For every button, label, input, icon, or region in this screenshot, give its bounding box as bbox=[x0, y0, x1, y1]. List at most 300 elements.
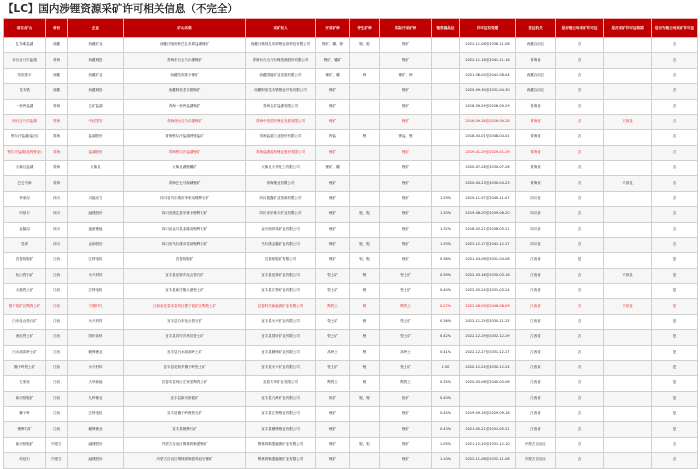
table-cell: 不涉及 bbox=[604, 299, 652, 314]
table-cell: 锂矿 bbox=[380, 84, 432, 99]
table-cell: 是 bbox=[652, 284, 698, 299]
table-cell: 江西省 bbox=[516, 314, 556, 329]
table-cell: 党坝 bbox=[4, 237, 46, 252]
table-cell: 0.41% bbox=[432, 345, 460, 360]
table-cell: 钾 bbox=[350, 68, 380, 83]
table-cell: 江西省 bbox=[516, 253, 556, 268]
table-cell: 锂矿 bbox=[380, 145, 432, 160]
table-cell: 茜坑瓷土矿 bbox=[4, 330, 46, 345]
table-cell: 宜丰县江特锂业有限公司 bbox=[246, 407, 316, 422]
table-cell bbox=[604, 284, 652, 299]
table-cell: 0.27% bbox=[432, 299, 460, 314]
table-cell: 锂矿、硼矿 bbox=[316, 53, 350, 68]
table-cell: 是 bbox=[652, 360, 698, 375]
table-cell: 化山瓷石矿 bbox=[4, 268, 46, 283]
table-cell: 瓷土矿 bbox=[316, 314, 350, 329]
table-cell: 青海巴仑马海湖锂矿 bbox=[124, 176, 246, 191]
table-cell: 青海省 bbox=[516, 176, 556, 191]
table-cell: 锂矿、钾 bbox=[380, 68, 432, 83]
table-cell: 否 bbox=[556, 391, 604, 406]
table-row bbox=[4, 84, 698, 99]
table-cell: 青海 bbox=[46, 176, 68, 191]
lithium-mining-license-table bbox=[3, 18, 698, 469]
table-cell: 0.40% bbox=[432, 391, 460, 406]
table-row bbox=[4, 191, 698, 206]
table-cell: 西藏 bbox=[46, 84, 68, 99]
table-cell: 高岭土 bbox=[316, 345, 350, 360]
table-cell: 江西 bbox=[46, 407, 68, 422]
table-cell: 西藏矿业 bbox=[68, 68, 124, 83]
table-row bbox=[4, 38, 698, 53]
table-cell: 锂矿 bbox=[316, 145, 350, 160]
table-cell: 锂矿 bbox=[380, 237, 432, 252]
column-header: 省份 bbox=[46, 19, 68, 38]
table-cell: 2018-09-29至2028-09-29 bbox=[460, 99, 516, 114]
table-cell: 内蒙古 bbox=[46, 437, 68, 452]
table-cell: 西藏 bbox=[46, 38, 68, 53]
table-cell: 2019-09-16至2029-09-16 bbox=[460, 407, 516, 422]
table-cell bbox=[460, 391, 516, 406]
table-cell: 陶瓷土 bbox=[316, 376, 350, 391]
table-cell: 否 bbox=[556, 84, 604, 99]
table-row bbox=[4, 53, 698, 68]
table-cell: 国轩高科 bbox=[68, 330, 124, 345]
table-cell: 0.35% bbox=[432, 376, 460, 391]
table-row bbox=[4, 222, 698, 237]
table-cell: 宜丰县江特矿业有限公司 bbox=[246, 284, 316, 299]
table-cell: 察尔汗盐湖(盐田) bbox=[4, 130, 46, 145]
table-cell: 锂矿 bbox=[380, 253, 432, 268]
table-cell: 青海一里坪盐湖锂矿 bbox=[124, 99, 246, 114]
table-cell: 是 bbox=[652, 407, 698, 422]
table-cell: 金川奥伊诺矿业有限公司 bbox=[246, 222, 316, 237]
table-cell bbox=[350, 176, 380, 191]
table-cell bbox=[604, 191, 652, 206]
table-cell: 青海东台吉乃尔锂资源股份有限公司 bbox=[246, 53, 316, 68]
table-cell: 锂 bbox=[350, 376, 380, 391]
table-cell bbox=[432, 84, 460, 99]
table-cell: 融捷股份 bbox=[68, 207, 124, 222]
table-cell bbox=[604, 360, 652, 375]
table-cell: 瓷土矿 bbox=[316, 268, 350, 283]
table-cell bbox=[604, 422, 652, 437]
table-cell: 否 bbox=[556, 284, 604, 299]
table-cell: 锂矿 bbox=[316, 84, 350, 99]
table-cell: 是 bbox=[556, 253, 604, 268]
table-cell: 西藏阿里龙木错锂业开发有限公司 bbox=[246, 84, 316, 99]
table-cell: 枧下窝矿区陶瓷土矿 bbox=[4, 299, 46, 314]
table-cell bbox=[604, 437, 652, 452]
table-cell: 青海省 bbox=[516, 99, 556, 114]
table-cell: 2022-08-09至2046-08-09 bbox=[460, 299, 516, 314]
table-cell: 宜丰县锂辉石矿 bbox=[124, 422, 246, 437]
table-cell: 盛新锂能 bbox=[68, 222, 124, 237]
table-cell: 锂 bbox=[350, 314, 380, 329]
table-cell: 四川 bbox=[46, 237, 68, 252]
table-cell: 江西省 bbox=[516, 284, 556, 299]
table-cell: 否 bbox=[556, 145, 604, 160]
table-cell: 钽、铌 bbox=[350, 253, 380, 268]
table-cell: 西藏结则茶卡锂矿 bbox=[124, 68, 246, 83]
table-cell: 否 bbox=[556, 130, 604, 145]
table-cell: 西藏自治区 bbox=[516, 38, 556, 53]
table-cell: 赣锋锂业 bbox=[68, 422, 124, 437]
table-cell bbox=[432, 38, 460, 53]
table-cell: 瓷土矿 bbox=[316, 360, 350, 375]
table-cell: 青海省 bbox=[516, 114, 556, 129]
table-cell: 宜丰县永兴矿业有限公司 bbox=[246, 360, 316, 375]
table-cell bbox=[350, 84, 380, 99]
table-cell: 西藏日喀则仲巴扎布耶盐湖锂矿 bbox=[124, 38, 246, 53]
table-row bbox=[4, 299, 698, 314]
table-cell: 江西 bbox=[46, 360, 68, 375]
table-cell: 2022-12-27至2031-12-27 bbox=[460, 345, 516, 360]
table-cell: 内蒙古 bbox=[46, 453, 68, 468]
table-cell bbox=[432, 68, 460, 83]
table-cell: 青海察尔汗盐湖锂矿 bbox=[124, 145, 246, 160]
table-cell: 马尔康金鑫矿业有限公司 bbox=[246, 237, 316, 252]
table-cell: 宜丰县赣锋矿业有限公司 bbox=[246, 345, 316, 360]
table-cell: 白水洞高岭土矿 bbox=[4, 345, 46, 360]
table-cell: 五矿盐湖 bbox=[68, 99, 124, 114]
table-cell: 江西 bbox=[46, 330, 68, 345]
table-row bbox=[4, 376, 698, 391]
table-cell: 锂矿、硼 bbox=[316, 68, 350, 83]
table-cell: 是 bbox=[652, 314, 698, 329]
table-row bbox=[4, 114, 698, 129]
table-cell: 2021-04-06至2031-04-06 bbox=[460, 253, 516, 268]
table-cell: 四川省 bbox=[516, 237, 556, 252]
table-cell: 锂矿 bbox=[316, 453, 350, 468]
table-cell: 瓷土矿 bbox=[316, 330, 350, 345]
table-cell: 四川省 bbox=[516, 222, 556, 237]
table-cell: 西藏自治区 bbox=[516, 68, 556, 83]
table-cell: 大柴旦盐湖 bbox=[4, 161, 46, 176]
table-cell: 江特电机 bbox=[68, 284, 124, 299]
table-cell: 锂矿 bbox=[316, 176, 350, 191]
table-cell: 否 bbox=[556, 314, 604, 329]
table-cell: 否 bbox=[652, 53, 698, 68]
table-cell: 青海 bbox=[46, 114, 68, 129]
table-cell: 瓷土矿 bbox=[380, 360, 432, 375]
table-cell: 不涉及 bbox=[604, 114, 652, 129]
table-cell: 江西省 bbox=[516, 345, 556, 360]
table-cell: 赣锋锂业 bbox=[68, 345, 124, 360]
table-cell: 江西 bbox=[46, 268, 68, 283]
table-cell: 钾盐 bbox=[316, 130, 350, 145]
table-cell bbox=[350, 161, 380, 176]
table-cell: 高岭土 bbox=[380, 345, 432, 360]
table-cell: 0.40% bbox=[432, 284, 460, 299]
table-cell: 锂矿、硼、钾 bbox=[316, 38, 350, 53]
table-cell: 否 bbox=[652, 68, 698, 83]
table-cell: 钽矿 bbox=[380, 391, 432, 406]
table-cell: 白市化山瓷石矿 bbox=[4, 314, 46, 329]
table-cell: 内蒙古自治区锡林郭勒盟锂矿 bbox=[124, 437, 246, 452]
table-cell: 江西 bbox=[46, 314, 68, 329]
table-cell: 内蒙古自治区锡林郭勒盟鸡冠石锂矿 bbox=[124, 453, 246, 468]
table-cell bbox=[350, 53, 380, 68]
table-cell: 锂矿 bbox=[316, 437, 350, 452]
table-cell: 是 bbox=[652, 299, 698, 314]
table-cell: 锂辉石矿 bbox=[4, 422, 46, 437]
table-cell: 青海中信国安锂业发展有限公司 bbox=[246, 114, 316, 129]
column-header: 是否为锂云母采矿许可证 bbox=[652, 19, 698, 38]
table-cell: 陶瓷土 bbox=[316, 299, 350, 314]
table-cell: 锂矿 bbox=[316, 422, 350, 437]
table-cell: 铍、铌 bbox=[350, 207, 380, 222]
table-cell: 宜春天华矿业有限公司 bbox=[246, 376, 316, 391]
table-cell: 西藏自治区 bbox=[516, 84, 556, 99]
table-cell bbox=[68, 176, 124, 191]
table-cell: 四川 bbox=[46, 207, 68, 222]
table-cell: 瓷土矿 bbox=[316, 284, 350, 299]
table-cell: 青海察尔汗盐湖钾镁盐矿 bbox=[124, 130, 246, 145]
table-body bbox=[4, 38, 698, 469]
table-cell: 江西 bbox=[46, 299, 68, 314]
table-cell: 2020-03-06至2040-03-06 bbox=[460, 376, 516, 391]
table-cell: 0.42% bbox=[432, 330, 460, 345]
table-cell: 0.38% bbox=[432, 253, 460, 268]
table-cell bbox=[432, 114, 460, 129]
table-row bbox=[4, 68, 698, 83]
table-cell: 锂矿 bbox=[380, 191, 432, 206]
table-cell bbox=[604, 330, 652, 345]
column-header: 发证机关 bbox=[516, 19, 556, 38]
table-cell: 西藏城投 bbox=[68, 84, 124, 99]
table-cell: 青海五矿盐湖有限公司 bbox=[246, 99, 316, 114]
table-row bbox=[4, 407, 698, 422]
table-cell: 瓷土矿 bbox=[380, 314, 432, 329]
table-cell: 宜春钽铌矿 bbox=[4, 253, 46, 268]
table-cell: 宜丰县永兴矿业有限公司 bbox=[246, 314, 316, 329]
table-cell: 锂 bbox=[350, 345, 380, 360]
column-header: 企业 bbox=[68, 19, 124, 38]
table-cell: 宜春时代新能源矿业有限公司 bbox=[246, 299, 316, 314]
table-cell: 青海东台吉乃尔湖锂矿 bbox=[124, 53, 246, 68]
table-cell: 2021-08-04至2041-08-04 bbox=[460, 68, 516, 83]
table-cell: 2022-03-24至2031-03-24 bbox=[460, 284, 516, 299]
table-cell: 青海锂业有限公司 bbox=[246, 176, 316, 191]
table-cell: 锂矿 bbox=[380, 53, 432, 68]
table-cell: 锂矿 bbox=[316, 99, 350, 114]
table-cell bbox=[350, 114, 380, 129]
table-cell: 江西 bbox=[46, 391, 68, 406]
table-cell bbox=[604, 222, 652, 237]
table-cell: 狮子岭瓷土矿 bbox=[4, 360, 46, 375]
table-cell: 四川德鑫矿业资源有限公司 bbox=[246, 191, 316, 206]
table-cell: 永兴材料 bbox=[68, 314, 124, 329]
table-cell bbox=[604, 391, 652, 406]
table-cell: 否 bbox=[652, 176, 698, 191]
table-cell: 锂矿 bbox=[380, 453, 432, 468]
table-cell: 不涉及 bbox=[604, 176, 652, 191]
table-cell: 锂 bbox=[350, 284, 380, 299]
table-cell: 2021-12-10至2031-12-10 bbox=[460, 437, 516, 452]
table-header-row bbox=[4, 19, 698, 38]
table-cell: 左家里 bbox=[4, 376, 46, 391]
column-header: 开采矿种 bbox=[316, 19, 350, 38]
table-cell: 否 bbox=[556, 207, 604, 222]
table-cell: 江西省 bbox=[516, 268, 556, 283]
table-cell: 瓷土矿 bbox=[380, 330, 432, 345]
column-header: 是否采矿许可证续期 bbox=[604, 19, 652, 38]
table-cell: 宜丰县白市化山瓷石矿 bbox=[124, 314, 246, 329]
table-cell: 2022-03-16至2030-03-16 bbox=[460, 268, 516, 283]
column-header: 矿山名称 bbox=[124, 19, 246, 38]
table-cell: 江西 bbox=[46, 253, 68, 268]
table-cell: 西台吉乃尔盐湖 bbox=[4, 114, 46, 129]
table-cell: 宜丰县赣锋锂业有限公司 bbox=[246, 422, 316, 437]
table-cell: 江西省 bbox=[516, 330, 556, 345]
table-cell bbox=[350, 99, 380, 114]
table-cell: 锂矿 bbox=[316, 253, 350, 268]
table-cell: 业隆沟 bbox=[4, 222, 46, 237]
table-cell: 1.10% bbox=[432, 453, 460, 468]
table-cell: 2020-07-26至2030-07-26 bbox=[460, 161, 516, 176]
table-cell bbox=[432, 130, 460, 145]
table-cell: 四川省马尔康市李家沟锂辉石矿 bbox=[124, 191, 246, 206]
page-title: 【LC】国内涉锂资源采矿许可相关信息（不完全） bbox=[3, 3, 238, 15]
table-cell: 江西 bbox=[46, 345, 68, 360]
table-cell: 青海省 bbox=[516, 145, 556, 160]
table-cell: 2019-11-07至2049-11-07 bbox=[460, 191, 516, 206]
table-cell: 青海省 bbox=[516, 53, 556, 68]
table-cell bbox=[432, 53, 460, 68]
table-cell: 1.50 bbox=[432, 360, 460, 375]
table-cell: 狮子岭 bbox=[4, 407, 46, 422]
table-cell: 四川省康定县甲基卡锂辉石矿 bbox=[124, 207, 246, 222]
table-row bbox=[4, 360, 698, 375]
table-cell: 否 bbox=[556, 237, 604, 252]
table-row bbox=[4, 437, 698, 452]
table-cell: 否 bbox=[652, 130, 698, 145]
table-row bbox=[4, 145, 698, 160]
table-cell: 大港瓷土矿 bbox=[4, 284, 46, 299]
table-cell: 否 bbox=[652, 99, 698, 114]
table-cell bbox=[350, 407, 380, 422]
table-cell: 盐湖股份 bbox=[68, 145, 124, 160]
table-cell: 青海盐湖蓝科锂业股份有限公司 bbox=[246, 145, 316, 160]
table-cell: 锂矿、硼 bbox=[316, 161, 350, 176]
table-cell: 李家沟 bbox=[4, 191, 46, 206]
table-cell: 是 bbox=[652, 253, 698, 268]
table-cell bbox=[604, 84, 652, 99]
table-cell: 西藏国能矿业发展有限公司 bbox=[246, 68, 316, 83]
table-cell: 2020-12-24至2030-12-24 bbox=[460, 360, 516, 375]
table-cell: 宜春钽铌矿有限公司 bbox=[246, 253, 316, 268]
table-cell bbox=[604, 407, 652, 422]
table-cell: 青海 bbox=[46, 130, 68, 145]
table-cell: 2022-11-08至2032-11-08 bbox=[460, 453, 516, 468]
table-row bbox=[4, 161, 698, 176]
table-cell: 否 bbox=[556, 114, 604, 129]
table-cell: 2019-01-29至2029-01-29 bbox=[460, 145, 516, 160]
table-cell: 否 bbox=[652, 222, 698, 237]
table-cell: 1.33% bbox=[432, 237, 460, 252]
table-cell bbox=[604, 345, 652, 360]
table-cell: 否 bbox=[652, 207, 698, 222]
table-cell: 青海 bbox=[46, 53, 68, 68]
table-row bbox=[4, 176, 698, 191]
table-cell: 锂矿 bbox=[380, 207, 432, 222]
table-cell: 否 bbox=[556, 330, 604, 345]
table-cell: 是 bbox=[652, 330, 698, 345]
table-cell: 否 bbox=[652, 84, 698, 99]
table-cell: 江特电机 bbox=[68, 407, 124, 422]
table-cell: 西藏日喀则扎布耶锂业高科技有限公司 bbox=[246, 38, 316, 53]
table-cell: 2020-04-23至2030-04-23 bbox=[460, 176, 516, 191]
table-cell: 否 bbox=[556, 176, 604, 191]
table-cell: 是 bbox=[652, 268, 698, 283]
column-header: 采矿权人 bbox=[246, 19, 316, 38]
table-cell: 否 bbox=[556, 376, 604, 391]
table-cell: 新坊钽铌矿 bbox=[4, 437, 46, 452]
table-cell: 锂矿 bbox=[316, 191, 350, 206]
table-cell: 宜丰县国轩矿业有限公司 bbox=[246, 330, 316, 345]
table-cell: 宜丰县新庄镇大港瓷土矿 bbox=[124, 284, 246, 299]
table-cell: 察尔汗盐湖(蓝科锂业) bbox=[4, 145, 46, 160]
table-cell: 是 bbox=[652, 376, 698, 391]
table-cell: 宜丰县花桥矿业有限公司 bbox=[246, 268, 316, 283]
column-header: 伴生矿种 bbox=[350, 19, 380, 38]
table-cell: 融捷股份 bbox=[68, 437, 124, 452]
table-cell bbox=[432, 145, 460, 160]
table-cell: 一里坪盐湖 bbox=[4, 99, 46, 114]
table-cell: 0.39% bbox=[432, 268, 460, 283]
table-cell: 锂 bbox=[350, 360, 380, 375]
table-cell: 锂矿 bbox=[316, 237, 350, 252]
table-row bbox=[4, 453, 698, 468]
table-cell: 否 bbox=[556, 437, 604, 452]
table-cell: 否 bbox=[556, 99, 604, 114]
table-cell: 江西省 bbox=[516, 360, 556, 375]
table-cell bbox=[604, 253, 652, 268]
table-cell: 永兴材料 bbox=[68, 360, 124, 375]
table-cell: 铌、锂 bbox=[350, 391, 380, 406]
table-cell: 否 bbox=[652, 191, 698, 206]
table-cell: 众和股份 bbox=[68, 237, 124, 252]
table-cell: 否 bbox=[556, 299, 604, 314]
table-cell: 2022-12-29至2032-12-29 bbox=[460, 330, 516, 345]
table-cell: 否 bbox=[556, 345, 604, 360]
table-cell: 天华新能 bbox=[68, 376, 124, 391]
table-cell: 锂矿 bbox=[380, 176, 432, 191]
table-cell: 内蒙古自治区 bbox=[516, 437, 556, 452]
table-cell: 否 bbox=[556, 161, 604, 176]
table-cell: 否 bbox=[556, 407, 604, 422]
table-cell bbox=[604, 53, 652, 68]
table-cell: 鸡冠石 bbox=[4, 453, 46, 468]
table-cell bbox=[604, 376, 652, 391]
table-cell: 否 bbox=[556, 222, 604, 237]
table-cell: 2022-12-17至2041-12-17 bbox=[460, 237, 516, 252]
table-cell: 龙木错 bbox=[4, 84, 46, 99]
table-cell: 锂矿 bbox=[380, 114, 432, 129]
table-cell: 铌、钽 bbox=[350, 437, 380, 452]
table-cell: 四川省 bbox=[516, 191, 556, 206]
table-cell: 江西省 bbox=[516, 422, 556, 437]
table-cell: 2018-03-21至2038-03-21 bbox=[460, 222, 516, 237]
table-cell: 0.43% bbox=[432, 422, 460, 437]
column-header: 项目/矿山 bbox=[4, 19, 46, 38]
table-cell: 否 bbox=[652, 161, 698, 176]
table-cell: 内蒙古自治区 bbox=[516, 453, 556, 468]
table-cell: 四川省 bbox=[516, 207, 556, 222]
table-cell: 否 bbox=[556, 453, 604, 468]
table-cell bbox=[604, 68, 652, 83]
table-cell: 宜丰县新坊钽铌矿 bbox=[124, 391, 246, 406]
